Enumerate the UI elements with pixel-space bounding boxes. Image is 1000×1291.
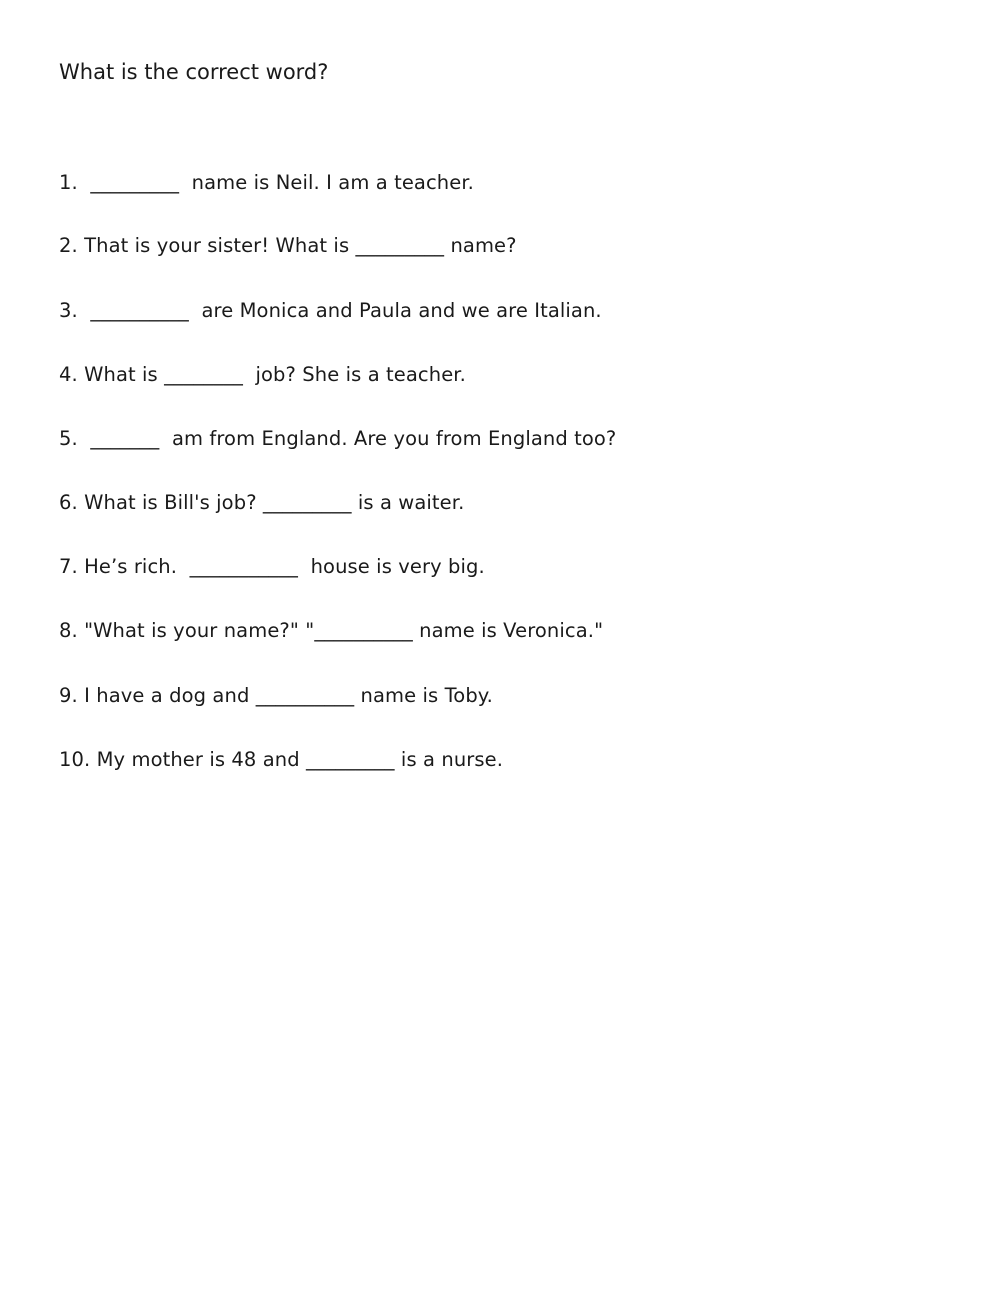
- question-10: 10. My mother is 48 and _________ is a nurse.: [59, 748, 504, 771]
- question-9: 9. I have a dog and __________ name is Toby.: [59, 684, 493, 707]
- question-7: 7. He’s rich. ___________ house is very big.: [59, 555, 485, 578]
- question-4: 4. What is ________ job? She is a teacher.: [59, 363, 466, 386]
- question-3: 3. __________ are Monica and Paula and we are Italian.: [59, 299, 602, 322]
- question-2: 2. That is your sister! What is _________ name?: [59, 234, 517, 257]
- question-6: 6. What is Bill's job? _________ is a waiter.: [59, 491, 465, 514]
- question-8: 8. "What is your name?" "__________ name is Veronica.": [59, 619, 604, 642]
- worksheet-title: What is the correct word?: [59, 60, 329, 84]
- question-1: 1. _________ name is Neil. I am a teacher.: [59, 171, 474, 194]
- question-5: 5. _______ am from England. Are you from England too?: [59, 427, 617, 450]
